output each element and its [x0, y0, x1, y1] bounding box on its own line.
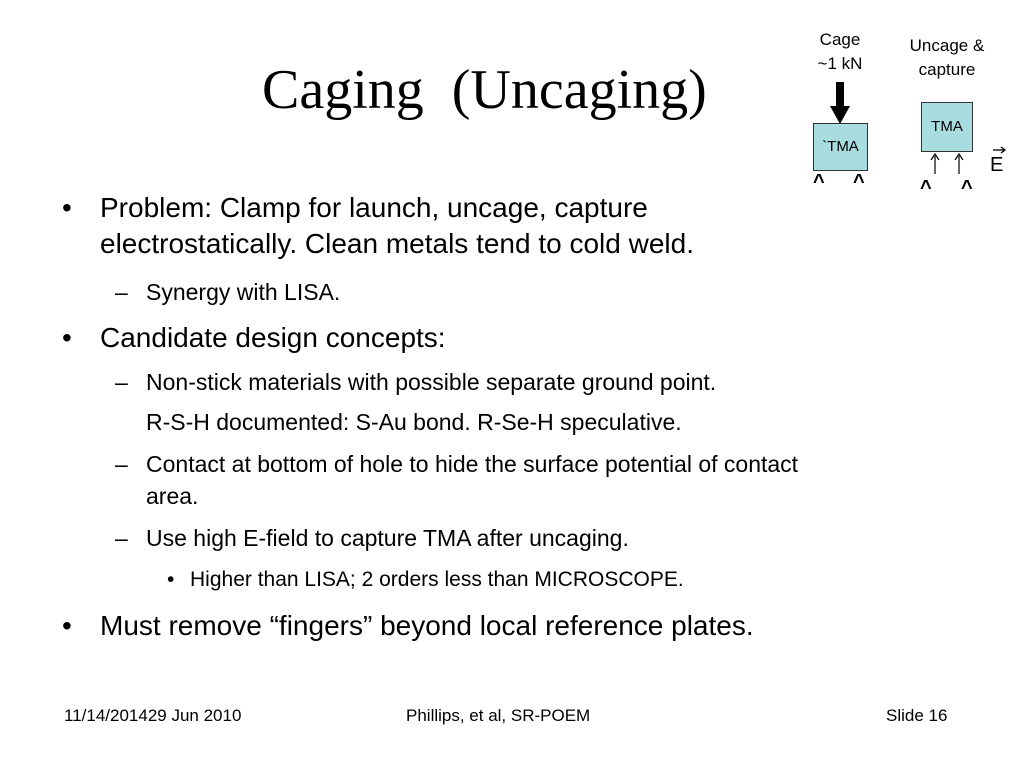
- dash-icon: –: [115, 369, 128, 395]
- bullet-candidate: Candidate design concepts:: [100, 322, 446, 353]
- vector-arrow-icon: [993, 146, 1007, 154]
- caret-icon: ^: [920, 177, 932, 199]
- right-tma-box: [921, 102, 973, 152]
- footer-slide-number: Slide 16: [886, 706, 948, 725]
- right-tma-label: TMA: [931, 118, 963, 135]
- sub-sub-bullet-higher: Higher than LISA; 2 orders less than MICROSCOPE.: [190, 568, 684, 591]
- footer-date: 11/14/201429 Jun 2010: [64, 706, 242, 725]
- slide-title: Caging (Uncaging): [262, 59, 707, 121]
- uncage-label-line2: capture: [918, 60, 976, 79]
- footer-author: Phillips, et al, SR-POEM: [406, 706, 591, 725]
- dash-icon: –: [115, 279, 128, 305]
- uncage-label-line1: Uncage &: [909, 36, 985, 55]
- down-arrow-icon: [830, 82, 850, 124]
- bullet-icon: •: [62, 610, 72, 641]
- uncage-label: [895, 34, 999, 82]
- bullet-icon: •: [62, 192, 72, 223]
- sub-bullet-rsh: R-S-H documented: S-Au bond. R-Se-H speculative.: [146, 409, 682, 435]
- caret-icon: ^: [813, 171, 825, 193]
- cage-label-line2: ~1 kN: [817, 54, 863, 73]
- bullet-icon: •: [167, 568, 175, 591]
- bullet-problem-line1: Problem: Clamp for launch, uncage, capture: [100, 192, 648, 223]
- up-arrows-icon: [926, 152, 970, 176]
- dash-icon: –: [115, 525, 128, 551]
- sub-bullet-contact-line1: Contact at bottom of hole to hide the surface potential of contact: [146, 451, 799, 477]
- sub-bullet-efield: Use high E-field to capture TMA after uncaging.: [146, 525, 629, 551]
- bullet-icon: •: [62, 322, 72, 353]
- left-tma-label: `TMA: [822, 138, 859, 155]
- sub-bullet-contact-line2: area.: [146, 483, 199, 509]
- dash-icon: –: [115, 451, 128, 477]
- sub-bullet-synergy: Synergy with LISA.: [146, 279, 341, 305]
- electric-field-symbol: E: [990, 154, 1004, 176]
- sub-bullet-nonstick: Non-stick materials with possible separate ground point.: [146, 369, 717, 395]
- left-tma-box: [813, 123, 868, 171]
- caret-icon: ^: [961, 177, 973, 199]
- caret-icon: ^: [853, 171, 865, 193]
- cage-label: [810, 28, 870, 76]
- cage-label-line1: Cage: [819, 30, 861, 49]
- bullet-fingers: Must remove “fingers” beyond local reference plates.: [100, 610, 754, 641]
- bullet-problem-line2: electrostatically. Clean metals tend to cold weld.: [100, 228, 694, 259]
